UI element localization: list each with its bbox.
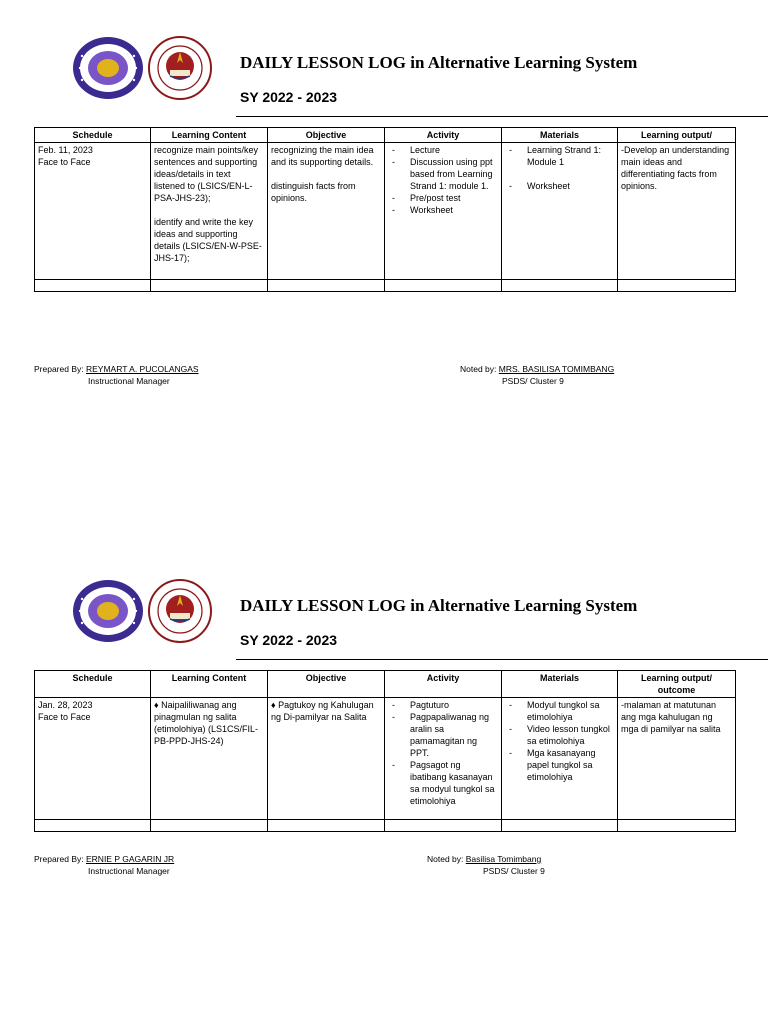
table-empty-row xyxy=(35,820,736,832)
title-rule xyxy=(236,116,768,117)
objective-item: distinguish facts from opinions. xyxy=(271,181,356,203)
table-empty-row xyxy=(35,280,736,292)
table-header-row xyxy=(35,128,736,143)
activity-item: - Lecture xyxy=(388,144,498,156)
header-learning-output xyxy=(618,128,736,143)
noted-by-name: MRS. BASILISA TOMIMBANG xyxy=(498,364,615,374)
prepared-by-name: ERNIE P GAGARIN JR xyxy=(86,854,175,864)
header-activity: Activity xyxy=(385,128,502,143)
schedule-mode: Face to Face xyxy=(38,712,91,722)
document-title: DAILY LESSON LOG in Alternative Learning System xyxy=(240,596,638,615)
table-header-row xyxy=(35,671,736,698)
prepared-by-block xyxy=(34,853,174,865)
prepared-by-block xyxy=(34,363,199,375)
schedule-cell xyxy=(35,698,151,820)
materials-cell xyxy=(502,698,618,820)
activity-item: - Pagsagot ng ibatibang kasanayan sa modyul tungkol sa etimolohiya xyxy=(388,759,498,807)
header-materials: Materials xyxy=(502,671,618,698)
learning-output-cell xyxy=(618,698,736,820)
title-rule xyxy=(236,659,768,660)
materials-item: - Mga kasanayang papel tungkol sa etimolohiya xyxy=(505,747,614,783)
activity-item: - Pagpapaliwanag ng aralin sa pamamagitan ng PPT. xyxy=(388,711,498,759)
header-schedule: Schedule xyxy=(35,128,151,143)
materials-item: - Learning Strand 1: Module 1 xyxy=(505,144,614,168)
noted-by-block xyxy=(427,853,541,865)
materials-cell xyxy=(502,143,618,280)
header-learning-content: Learning Content xyxy=(151,671,268,698)
activity-item: - Pagtuturo xyxy=(388,699,498,711)
department-of-education-seal-icon xyxy=(148,36,212,100)
learning-output-cell xyxy=(618,143,736,280)
header-output-line2: outcome xyxy=(657,685,696,695)
prepared-by-name: REYMART A. PUCOLANGAS xyxy=(86,364,199,374)
objective-cell xyxy=(268,143,385,280)
lesson-table xyxy=(34,670,736,832)
header-objective: Objective xyxy=(268,671,385,698)
header-activity: Activity xyxy=(385,671,502,698)
schedule-cell xyxy=(35,143,151,280)
objective-item: ♦ Pagtukoy ng Kahulugan ng Di-pamilyar na Salita xyxy=(271,700,374,722)
schedule-date: Jan. 28, 2023 xyxy=(38,700,93,710)
noted-by-name: Basilisa Tomimbang xyxy=(465,854,542,864)
learning-output-text: -malaman at matutunan ang mga kahulugan ng mga di pamilyar na salita xyxy=(621,700,721,734)
learning-content-item: identify and write the key ideas and supporting details (LSICS/EN-W-PSE-JHS-17); xyxy=(154,217,262,263)
materials-item: - Video lesson tungkol sa etimolohiya xyxy=(505,723,614,747)
header-materials: Materials xyxy=(502,128,618,143)
learning-content-cell xyxy=(151,698,268,820)
learning-content-item: recognize main points/key sentences and supporting ideas/details in text listened to (LSICS/EN-L-PSA-JHS-23); xyxy=(154,145,259,203)
schedule-mode: Face to Face xyxy=(38,157,91,167)
noted-by-role: PSDS/ Cluster 9 xyxy=(483,866,545,876)
activity-cell xyxy=(385,143,502,280)
noted-by-label: Noted by: xyxy=(460,364,497,374)
objective-item: recognizing the main idea and its supporting details. xyxy=(271,145,374,167)
materials-item: - Worksheet xyxy=(505,180,614,192)
activity-item: - Discussion using ppt based from Learning Strand 1: module 1. xyxy=(388,156,498,192)
prepared-by-label: Prepared By: xyxy=(34,364,84,374)
noted-by-block xyxy=(460,363,614,375)
learning-content-cell xyxy=(151,143,268,280)
activity-cell xyxy=(385,698,502,820)
activity-item: - Pre/post test xyxy=(388,192,498,204)
noted-by-label: Noted by: xyxy=(427,854,464,864)
header-output-line1: Learning output/ xyxy=(641,673,712,683)
table-row xyxy=(35,698,736,820)
header-schedule: Schedule xyxy=(35,671,151,698)
noted-by-role: PSDS/ Cluster 9 xyxy=(502,376,564,386)
header-learning-output xyxy=(618,671,736,698)
school-seal-icon xyxy=(72,36,144,100)
school-year: SY 2022 - 2023 xyxy=(240,632,338,648)
lesson-table xyxy=(34,127,736,292)
department-of-education-seal-icon xyxy=(148,579,212,643)
prepared-by-label: Prepared By: xyxy=(34,854,84,864)
table-row xyxy=(35,143,736,280)
header-output-line1: Learning output/ xyxy=(641,130,712,140)
school-seal-icon xyxy=(72,579,144,643)
activity-item: - Worksheet xyxy=(388,204,498,216)
lesson-log-2 xyxy=(0,543,768,1024)
prepared-by-role: Instructional Manager xyxy=(88,376,170,386)
objective-cell xyxy=(268,698,385,820)
materials-item: - Modyul tungkol sa etimolohiya xyxy=(505,699,614,723)
header-learning-content: Learning Content xyxy=(151,128,268,143)
header-objective: Objective xyxy=(268,128,385,143)
schedule-date: Feb. 11, 2023 xyxy=(38,145,93,155)
learning-output-text: -Develop an understanding main ideas and differentiating facts from opinions. xyxy=(621,145,730,191)
learning-content-item: ♦ Naipaliliwanag ang pinagmulan ng salita (etimolohiya) (LS1CS/FIL-PB-PPD-JHS-24) xyxy=(154,700,259,746)
prepared-by-role: Instructional Manager xyxy=(88,866,170,876)
school-year: SY 2022 - 2023 xyxy=(240,89,338,105)
document-title: DAILY LESSON LOG in Alternative Learning System xyxy=(240,53,638,72)
